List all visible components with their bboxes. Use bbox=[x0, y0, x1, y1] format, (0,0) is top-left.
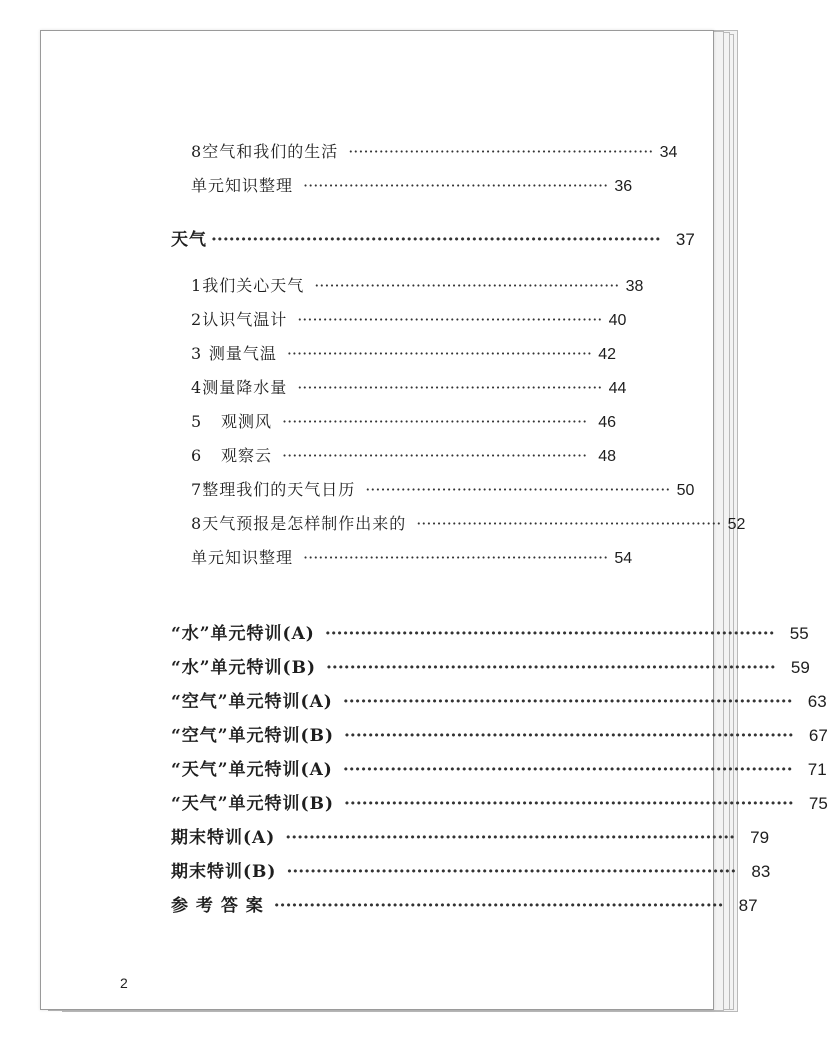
entry-title: 期末特训(B) bbox=[171, 862, 277, 882]
entry-page: 79 bbox=[750, 828, 770, 847]
toc-entry[interactable] bbox=[191, 341, 616, 364]
leader-dots: ···························································· bbox=[297, 378, 603, 397]
entry-page: 36 bbox=[614, 178, 633, 195]
toc-entry[interactable] bbox=[191, 173, 633, 196]
entry-title: 单元知识整理 bbox=[191, 548, 294, 567]
entry-number: 3 bbox=[191, 344, 203, 363]
entry-page: 67 bbox=[808, 726, 828, 745]
training-entry[interactable] bbox=[171, 653, 810, 678]
entry-page: 42 bbox=[598, 346, 616, 363]
leader-dots: ···························································· bbox=[416, 514, 722, 533]
leader-dots: ············································································ bbox=[211, 230, 661, 250]
entry-number: 5 bbox=[191, 412, 203, 431]
entry-title: “空气”单元特训(B) bbox=[171, 726, 335, 746]
page-number: 2 bbox=[120, 975, 128, 991]
leader-dots: ············································································ bbox=[344, 794, 794, 814]
entry-title: “水”单元特训(B) bbox=[171, 658, 317, 678]
entry-title: “天气”单元特训(B) bbox=[171, 794, 335, 814]
entry-page: 55 bbox=[789, 624, 809, 643]
entry-page: 48 bbox=[598, 448, 616, 465]
toc-entry[interactable] bbox=[191, 273, 644, 296]
leader-dots: ···························································· bbox=[282, 446, 588, 465]
leader-dots: ············································································ bbox=[342, 692, 793, 712]
entry-number: 1 bbox=[191, 276, 203, 295]
training-entry[interactable] bbox=[171, 823, 770, 848]
toc-entry[interactable] bbox=[191, 511, 746, 534]
entry-title: “空气”单元特训(A) bbox=[171, 692, 333, 712]
unit-heading[interactable] bbox=[171, 225, 695, 250]
entry-title: 参 考 答 案 bbox=[171, 896, 264, 916]
entry-page: 44 bbox=[608, 380, 627, 397]
leader-dots: ············································································ bbox=[324, 624, 775, 644]
entry-title: 空气和我们的生活 bbox=[202, 142, 339, 161]
entry-title: 认识气温计 bbox=[202, 310, 288, 329]
entry-title: 测量降水量 bbox=[202, 378, 288, 397]
entry-page: 75 bbox=[808, 794, 828, 813]
entry-title: “水”单元特训(A) bbox=[171, 624, 315, 644]
entry-page: 59 bbox=[790, 658, 810, 677]
training-entry[interactable] bbox=[171, 857, 771, 882]
leader-dots: ···························································· bbox=[365, 480, 671, 499]
entry-title: 期末特训(A) bbox=[171, 828, 276, 848]
toc-page bbox=[40, 30, 828, 1010]
leader-dots: ···························································· bbox=[303, 548, 609, 567]
leader-dots: ············································································ bbox=[286, 862, 737, 882]
leader-dots: ···························································· bbox=[314, 276, 620, 295]
leader-dots: ············································································ bbox=[326, 658, 776, 678]
leader-dots: ············································································ bbox=[342, 760, 793, 780]
entry-title: 单元知识整理 bbox=[191, 176, 294, 195]
entry-number: 6 bbox=[191, 446, 203, 465]
entry-title: 我们关心天气 bbox=[202, 276, 305, 295]
leader-dots: ···························································· bbox=[303, 176, 609, 195]
leader-dots: ···························································· bbox=[282, 412, 588, 431]
training-entry[interactable] bbox=[171, 687, 827, 712]
toc-entry[interactable] bbox=[191, 545, 633, 568]
entry-title: 测量气温 bbox=[208, 344, 277, 363]
training-entry[interactable] bbox=[171, 891, 758, 916]
leader-dots: ············································································ bbox=[344, 726, 794, 746]
leader-dots: ············································································ bbox=[273, 896, 724, 916]
toc-entry[interactable] bbox=[191, 375, 627, 398]
training-entry[interactable] bbox=[171, 755, 827, 780]
leader-dots: ···························································· bbox=[286, 344, 592, 363]
entry-number: 4 bbox=[191, 378, 203, 397]
leader-dots: ···························································· bbox=[348, 142, 654, 161]
entry-title: 观测风 bbox=[221, 412, 273, 431]
entry-page: 54 bbox=[614, 550, 633, 567]
unit-title: 天气 bbox=[171, 230, 207, 250]
entry-title: 天气预报是怎样制作出来的 bbox=[202, 514, 407, 533]
entry-number: 2 bbox=[191, 310, 203, 329]
toc-entry[interactable] bbox=[191, 409, 616, 432]
training-entry[interactable] bbox=[171, 789, 828, 814]
entry-page: 38 bbox=[625, 278, 644, 295]
toc-entry[interactable] bbox=[191, 307, 627, 330]
entry-title: “天气”单元特训(A) bbox=[171, 760, 333, 780]
entry-title: 整理我们的天气日历 bbox=[202, 480, 356, 499]
toc-entry[interactable] bbox=[191, 443, 616, 466]
leader-dots: ···························································· bbox=[297, 310, 603, 329]
training-entry[interactable] bbox=[171, 619, 809, 644]
entry-page: 46 bbox=[598, 414, 616, 431]
entry-number: 7 bbox=[191, 480, 203, 499]
entry-page: 87 bbox=[738, 896, 758, 915]
unit-page: 37 bbox=[675, 230, 695, 249]
training-entry[interactable] bbox=[171, 721, 828, 746]
entry-page: 34 bbox=[659, 144, 678, 161]
toc-entry[interactable] bbox=[191, 477, 695, 500]
entry-number: 8 bbox=[191, 142, 203, 161]
entry-page: 83 bbox=[751, 862, 771, 881]
entry-page: 52 bbox=[727, 516, 746, 533]
entry-page: 50 bbox=[676, 482, 695, 499]
entry-title: 观察云 bbox=[221, 446, 273, 465]
leader-dots: ············································································ bbox=[285, 828, 736, 848]
entry-page: 63 bbox=[807, 692, 827, 711]
entry-number: 8 bbox=[191, 514, 203, 533]
entry-page: 40 bbox=[608, 312, 627, 329]
toc-entry[interactable] bbox=[191, 139, 678, 162]
entry-page: 71 bbox=[807, 760, 827, 779]
